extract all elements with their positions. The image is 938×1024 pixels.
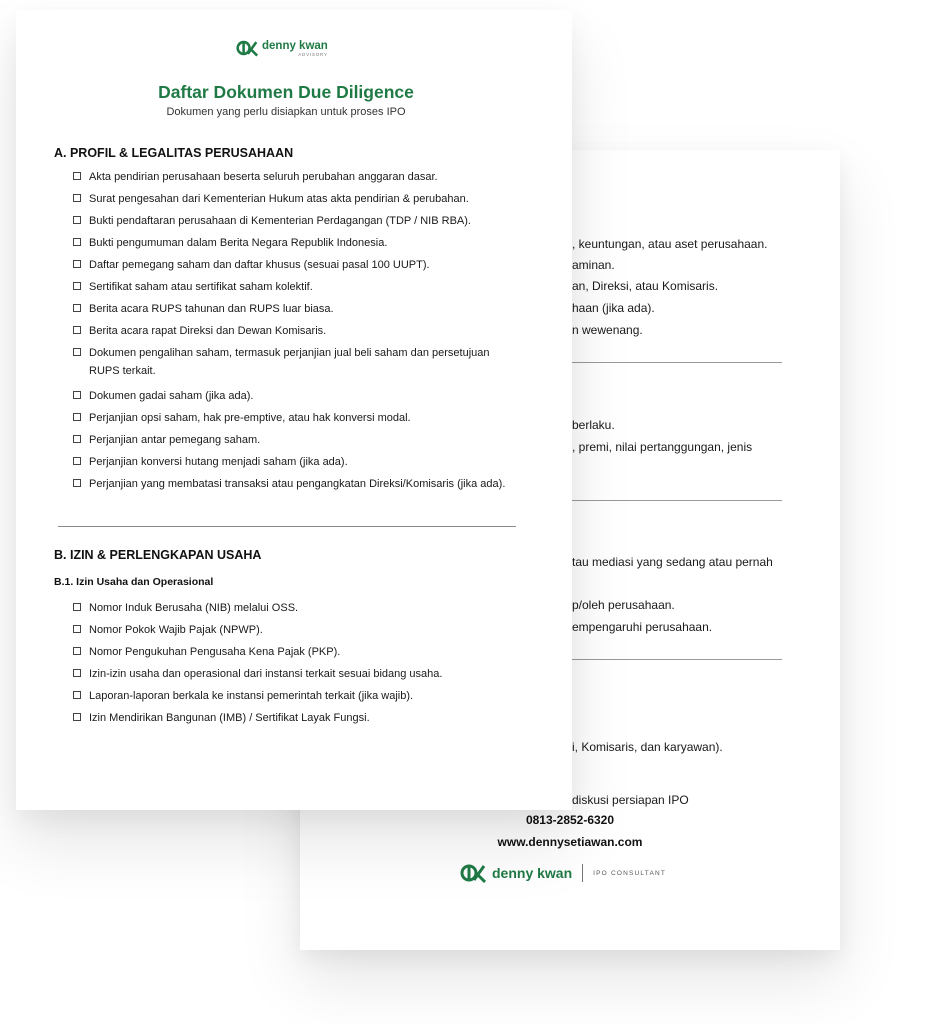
back-page-line: haan (jika ada). bbox=[572, 301, 655, 315]
checklist-item[interactable]: Izin-izin usaha dan operasional dari instansi terkait sesuai bidang usaha. bbox=[72, 665, 532, 683]
contact-website: www.dennysetiawan.com bbox=[497, 835, 643, 849]
checklist-item[interactable]: Surat pengesahan dari Kementerian Hukum atas akta pendirian & perubahan. bbox=[72, 190, 532, 208]
checkbox-icon[interactable] bbox=[73, 691, 81, 699]
checkbox-icon[interactable] bbox=[73, 326, 81, 334]
back-page-line: aminan. bbox=[572, 258, 615, 272]
checklist-item[interactable]: Izin Mendirikan Bangunan (IMB) / Sertifikat Layak Fungsi. bbox=[72, 709, 532, 727]
checklist-item[interactable]: Nomor Pokok Wajib Pajak (NPWP). bbox=[72, 621, 532, 639]
checklist-item[interactable]: Berita acara rapat Direksi dan Dewan Komisaris. bbox=[72, 322, 532, 340]
section-divider bbox=[572, 500, 782, 501]
subsection-b1-title: B.1. Izin Usaha dan Operasional bbox=[54, 576, 214, 588]
checklist-item[interactable]: Daftar pemegang saham dan daftar khusus (sesuai pasal 100 UUPT). bbox=[72, 256, 532, 274]
back-page-line: , keuntungan, atau aset perusahaan. bbox=[572, 237, 768, 251]
back-page-line: i, Komisaris, dan karyawan). bbox=[572, 740, 723, 754]
checklist-item[interactable]: Perjanjian konversi hutang menjadi saham (jika ada). bbox=[72, 453, 532, 471]
checklist-item[interactable]: Dokumen pengalihan saham, termasuk perjanjian jual beli saham dan persetujuan RUPS terkait. bbox=[72, 344, 492, 380]
header-logo bbox=[236, 38, 328, 58]
checkbox-icon[interactable] bbox=[73, 603, 81, 611]
checkbox-icon[interactable] bbox=[73, 479, 81, 487]
checkbox-icon[interactable] bbox=[73, 713, 81, 721]
checklist-item[interactable]: Perjanjian opsi saham, hak pre-emptive, atau hak konversi modal. bbox=[72, 409, 532, 427]
back-page-line: berlaku. bbox=[572, 418, 615, 432]
back-page-line: an, Direksi, atau Komisaris. bbox=[572, 279, 719, 293]
section-divider bbox=[58, 526, 516, 527]
back-page-line: n wewenang. bbox=[572, 323, 643, 337]
brand-tagline: ADVISORY bbox=[298, 51, 328, 57]
back-page-line: empengaruhi perusahaan. bbox=[572, 620, 713, 634]
checklist-item[interactable]: Perjanjian antar pemegang saham. bbox=[72, 431, 532, 449]
section-b-title: B. IZIN & PERLENGKAPAN USAHA bbox=[54, 548, 262, 562]
checkbox-icon[interactable] bbox=[73, 304, 81, 312]
checkbox-icon[interactable] bbox=[73, 413, 81, 421]
checkbox-icon[interactable] bbox=[73, 457, 81, 465]
logo-icon bbox=[236, 38, 258, 58]
back-page-line: diskusi persiapan IPO bbox=[572, 793, 689, 807]
section-divider bbox=[572, 362, 782, 363]
checkbox-icon[interactable] bbox=[73, 391, 81, 399]
checklist-item[interactable]: Akta pendirian perusahaan beserta seluruh perubahan anggaran dasar. bbox=[72, 168, 532, 186]
checkbox-icon[interactable] bbox=[73, 647, 81, 655]
checkbox-icon[interactable] bbox=[73, 282, 81, 290]
checklist-item[interactable]: Dokumen gadai saham (jika ada). bbox=[72, 387, 532, 405]
checkbox-icon[interactable] bbox=[73, 435, 81, 443]
checkbox-icon[interactable] bbox=[73, 669, 81, 677]
checklist-item[interactable]: Bukti pendaftaran perusahaan di Kementerian Perdagangan (TDP / NIB RBA). bbox=[72, 212, 532, 230]
footer-logo bbox=[460, 862, 666, 884]
checklist-item[interactable]: Laporan-laporan berkala ke instansi pemerintah terkait (jika wajib). bbox=[72, 687, 532, 705]
page-title: Daftar Dokumen Due Diligence bbox=[158, 82, 414, 102]
section-divider bbox=[572, 659, 782, 660]
checklist-item[interactable]: Bukti pengumuman dalam Berita Negara Republik Indonesia. bbox=[72, 234, 532, 252]
checklist-item[interactable]: Sertifikat saham atau sertifikat saham kolektif. bbox=[72, 278, 532, 296]
back-page-line: tau mediasi yang sedang atau pernah bbox=[572, 555, 773, 569]
checklist-item[interactable]: Berita acara RUPS tahunan dan RUPS luar biasa. bbox=[72, 300, 532, 318]
checkbox-icon[interactable] bbox=[73, 348, 81, 356]
page-subtitle: Dokumen yang perlu disiapkan untuk proses IPO bbox=[166, 106, 406, 118]
checklist-item[interactable]: Nomor Induk Berusaha (NIB) melalui OSS. bbox=[72, 599, 532, 617]
logo-icon bbox=[460, 862, 486, 884]
front-page bbox=[16, 10, 572, 810]
contact-phone: 0813-2852-6320 bbox=[525, 813, 615, 827]
brand-wordmark: denny kwan bbox=[492, 865, 573, 881]
checkbox-icon[interactable] bbox=[73, 238, 81, 246]
brand-wordmark: denny kwan bbox=[262, 39, 328, 52]
back-page-line: p/oleh perusahaan. bbox=[572, 598, 675, 612]
checklist-item[interactable]: Nomor Pengukuhan Pengusaha Kena Pajak (PKP). bbox=[72, 643, 532, 661]
checkbox-icon[interactable] bbox=[73, 260, 81, 268]
brand-consult-label: IPO CONSULTANT bbox=[593, 869, 667, 877]
logo-divider bbox=[582, 864, 583, 882]
checkbox-icon[interactable] bbox=[73, 216, 81, 224]
checkbox-icon[interactable] bbox=[73, 194, 81, 202]
back-page-line: , premi, nilai pertanggungan, jenis bbox=[572, 440, 753, 454]
checkbox-icon[interactable] bbox=[73, 172, 81, 180]
section-a-title: A. PROFIL & LEGALITAS PERUSAHAAN bbox=[54, 146, 294, 160]
checklist-item[interactable]: Perjanjian yang membatasi transaksi atau pengangkatan Direksi/Komisaris (jika ada). bbox=[72, 475, 512, 493]
checkbox-icon[interactable] bbox=[73, 625, 81, 633]
